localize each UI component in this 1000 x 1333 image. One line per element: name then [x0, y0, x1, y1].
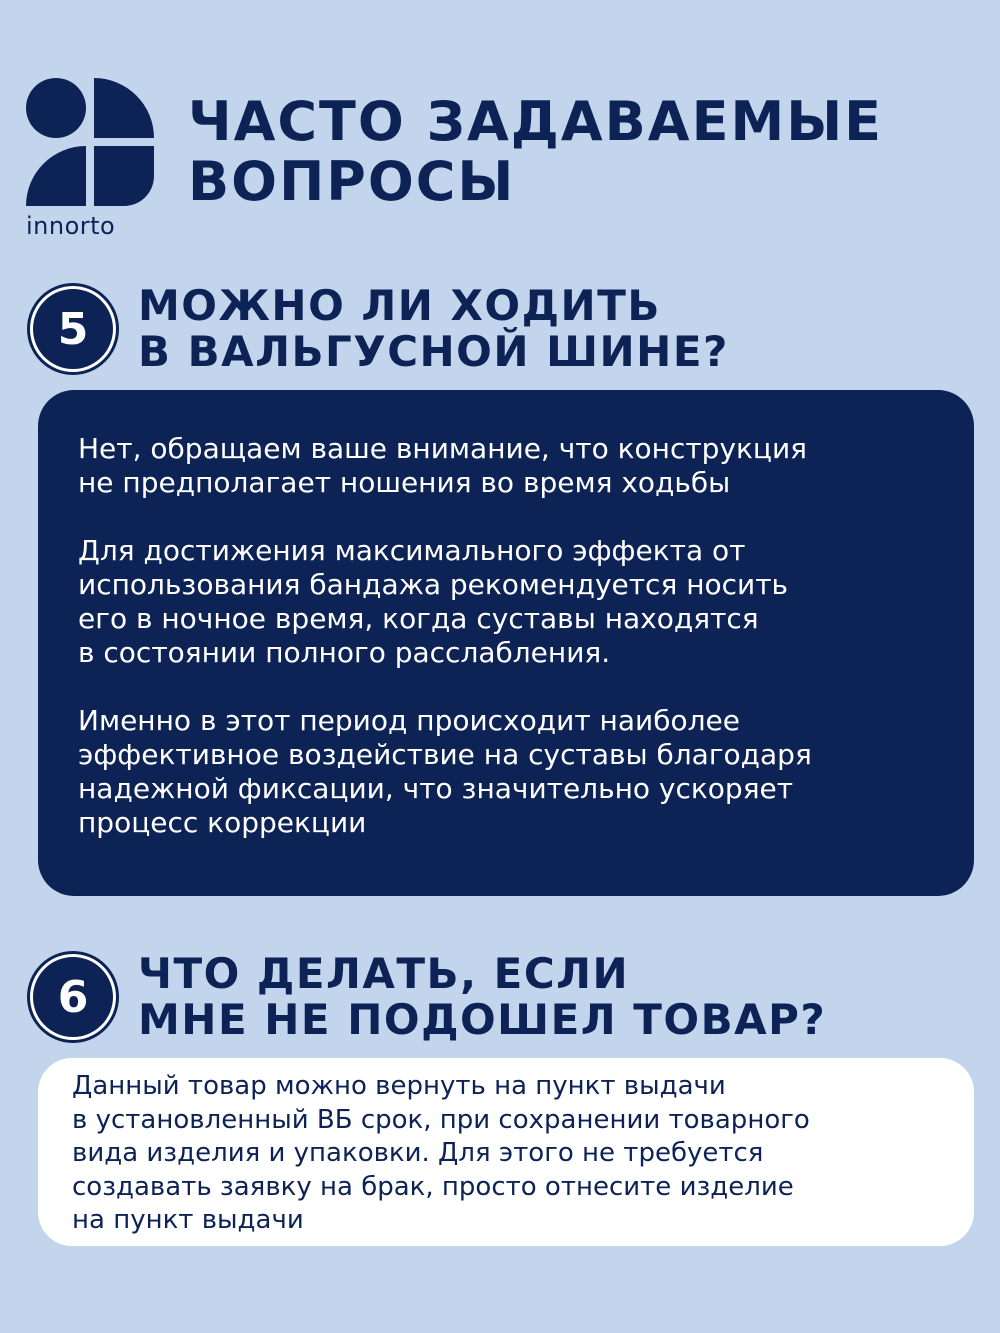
question-number-badge: 6 [30, 954, 116, 1040]
answer-card-6 [38, 1058, 974, 1246]
answer-card-5 [38, 390, 974, 896]
answer-paragraph: Данный товар можно вернуть на пункт выдачи в установленный ВБ срок, при сохранении товарного вида изделия и упаковки. Для этого не требуется создавать заявку на брак, просто отнесите изделие на пункт выдачи [72, 1071, 810, 1235]
faq-question-5 [30, 283, 729, 375]
faq-question-6 [30, 951, 826, 1043]
question-title: МОЖНО ЛИ ХОДИТЬ В ВАЛЬГУСНОЙ ШИНЕ? [138, 281, 729, 376]
answer-paragraph: Нет, обращаем ваше внимание, что конструкция не предполагает ношения во время ходьбы [78, 432, 808, 499]
innorto-logo-icon [26, 78, 154, 206]
page-title: ЧАСТО ЗАДАВАЕМЫЕ ВОПРОСЫ [188, 90, 884, 213]
brand-name: innorto [26, 212, 116, 240]
question-title: ЧТО ДЕЛАТЬ, ЕСЛИ МНЕ НЕ ПОДОШЕЛ ТОВАР? [138, 949, 827, 1044]
answer-paragraph: Для достижения максимального эффекта от использования бандажа рекомендуется носить его в ночное время, когда суставы находятся в состоянии полного расслабления. [78, 534, 789, 669]
answer-paragraph: Именно в этот период происходит наиболее эффективное воздействие на суставы благодаря надежной фиксации, что значительно ускоряет процесс коррекции [78, 704, 812, 839]
question-number-badge: 5 [30, 286, 116, 372]
brand-logo [26, 78, 156, 240]
